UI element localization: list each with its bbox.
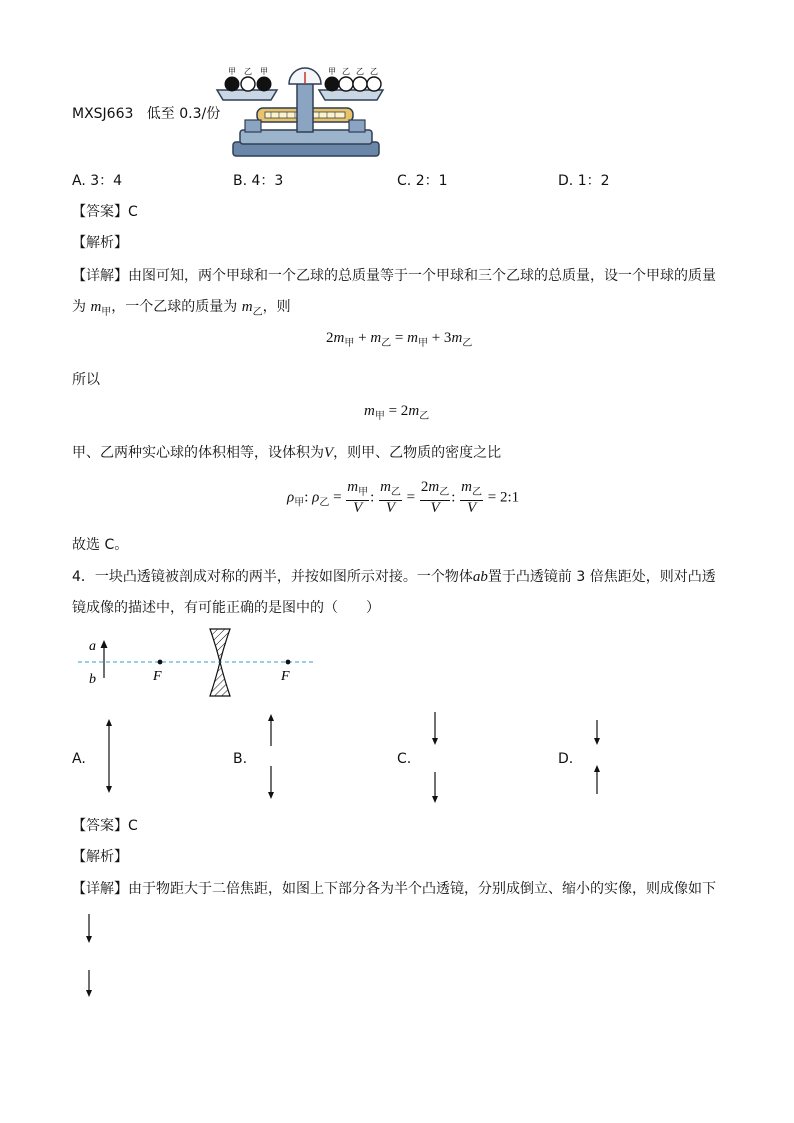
ball-label: 乙 [342,67,350,76]
volume-symbol: V [324,445,334,461]
detail-text: ，则 [262,299,291,315]
ball-label: 乙 [356,67,364,76]
ball-label: 甲 [260,67,268,76]
q4-stem-line-2: 镜成像的描述中，有可能正确的是图中的（ ） [72,600,380,616]
detail-text: 由图可知，两个甲球和一个乙球的总质量等于一个甲球和三个乙球的总质量，设一个甲球的质量 [128,268,716,284]
detail-text: ，一个乙球的质量为 [111,299,238,315]
q4-detail-line [72,879,716,899]
analysis-tag: 【解析】 [72,235,128,251]
equation-mass-ratio: $m_甲 = 2m_乙$ [364,403,430,422]
balance-scale-figure [215,64,385,160]
option-text: 2：1 [415,173,448,189]
option-c-arrows [428,712,442,804]
option-d[interactable] [558,171,610,191]
option-b[interactable] [233,171,283,191]
answer-image-arrows [82,914,96,1000]
option-b-arrows [264,714,278,800]
detail-tag: 【详解】 [72,881,128,897]
option-a-arrows [102,718,116,794]
object-ab: ab [472,569,488,585]
mass-symbol: m [241,299,253,315]
q4-answer-line [72,816,138,836]
option-a[interactable] [72,171,122,191]
detail-tag: 【详解】 [72,268,128,284]
watermark-text [72,104,220,124]
q4-stem-line-1 [72,567,716,587]
lens-upper-half [210,629,230,662]
ball-label: 甲 [328,67,336,76]
q4-option-c[interactable]: C. [397,751,412,767]
option-text: 4：3 [251,173,284,189]
stem-text: 4．一块凸透镜被剖成对称的两半，并按如图所示对接。一个物体 [72,569,473,585]
focal-point-left [158,660,163,665]
option-letter: C. [397,173,412,189]
ball-label: 甲 [228,67,236,76]
mass-symbol: m [90,299,102,315]
option-c[interactable] [397,171,448,191]
split-lens-figure [72,626,322,702]
option-letter: D. [558,173,574,189]
option-text: 1：2 [577,173,610,189]
ball-label: 乙 [244,67,252,76]
label-f-left: F [153,669,162,684]
stem-text: 置于凸透镜前 3 倍焦距处，则对凸透 [487,569,716,585]
watermark-price: 低至 0.3/份 [146,106,221,122]
detail-text: 由于物距大于二倍焦距，如图上下部分各为半个凸透镜，分别成倒立、缩小的实像，则成像如下 [128,881,716,897]
option-d-arrows [590,718,604,796]
detail-line-2 [72,297,291,323]
q4-option-b[interactable]: B. [233,751,248,767]
answer-tag: 【答案】 [72,818,128,834]
detail-text: 甲、乙两种实心球的体积相等，设体积为 [72,445,324,461]
answer-value: C [128,204,138,220]
option-letter: B. [233,173,248,189]
detail-text: 为 [72,299,86,315]
focal-point-right [286,660,291,665]
label-a: a [89,639,96,654]
answer-line [72,202,138,222]
q4-option-d[interactable]: D. [558,751,574,767]
suoyi-text: 所以 [72,372,100,388]
answer-value: C [128,818,138,834]
q4-analysis-tag: 【解析】 [72,849,128,865]
equation-mass-balance: $2m_甲 + m_乙 = m_甲 + 3m_乙$ [326,330,473,349]
equation-density-ratio: $\rho_甲$: $\rho_乙$ = $\frac{m_甲}{V}$ : $\frac{m_乙}{V}$ = $\frac{2m_乙}{V}$ : $\frac{m_乙}{V}$ = 2:1 [287,479,520,516]
subscript-yi: 乙 [252,306,263,318]
subscript-jia: 甲 [101,306,112,318]
option-letter: A. [72,173,86,189]
q4-option-a[interactable]: A. [72,751,86,767]
lens-lower-half [210,662,230,696]
volume-line [72,443,501,463]
detail-line-1 [72,266,716,286]
ball-label: 乙 [370,67,378,76]
conclusion-text: 故选 C。 [72,537,129,553]
answer-tag: 【答案】 [72,204,128,220]
option-text: 3：4 [90,173,123,189]
label-f-right: F [281,669,290,684]
detail-text: ，则甲、乙物质的密度之比 [333,445,502,461]
watermark-code: MXSJ663 [72,106,134,122]
label-b: b [89,672,96,687]
